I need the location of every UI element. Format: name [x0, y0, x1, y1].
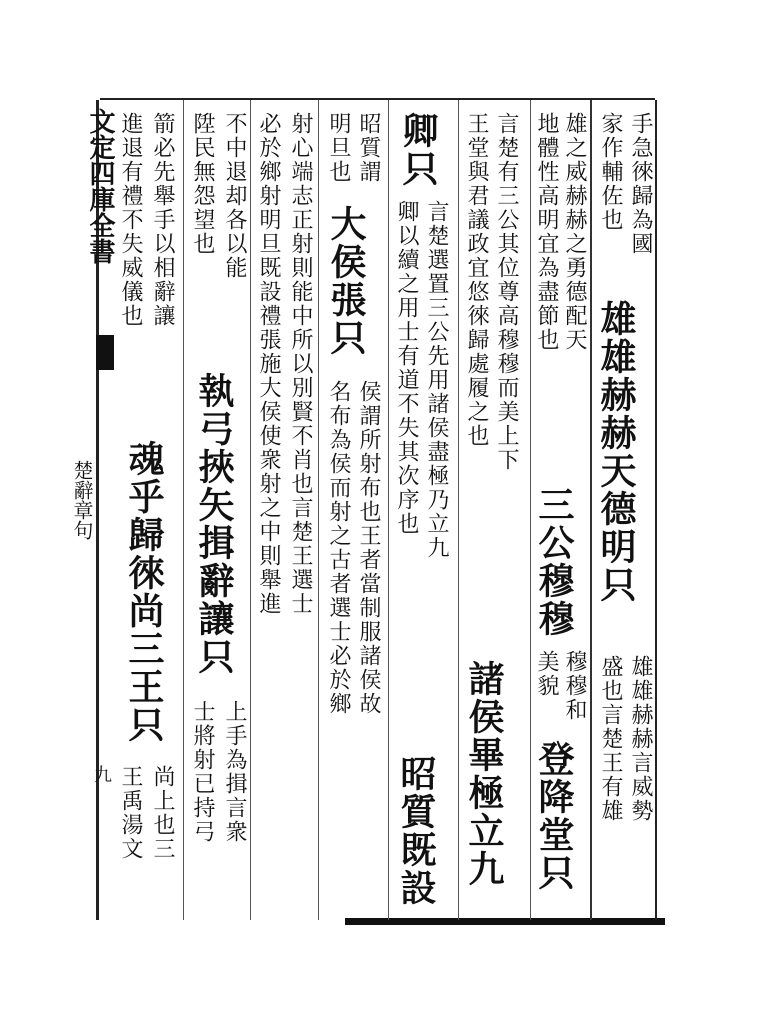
main-text: 昭質既設 — [395, 755, 437, 907]
commentary-line: 美貌 — [534, 650, 559, 698]
column-divider — [318, 100, 319, 920]
column-divider — [458, 100, 459, 920]
main-text: 卿只 — [397, 112, 439, 188]
commentary-line: 昭質謂 — [356, 112, 381, 184]
commentary-line: 不中退却各以能 — [222, 112, 247, 280]
main-text: 登降堂只 — [533, 740, 575, 892]
commentary-line: 手急徠歸為國 — [628, 112, 653, 256]
column-divider — [250, 100, 251, 920]
commentary-line: 射心端志正射則能中所以別賢不肖也言楚王選士 — [288, 112, 313, 616]
commentary-line: 進退有禮不失威儀也 — [118, 112, 143, 328]
main-text: 雄雄赫赫天德明只 — [595, 300, 637, 604]
commentary-line: 家作輔佐也 — [598, 112, 623, 232]
book-title: 楚辭章句 — [70, 460, 94, 540]
top-margin-text: 文定四庫全書 — [85, 108, 115, 264]
commentary-line: 言楚選置三公先用諸侯盡極乃立九 — [424, 200, 449, 560]
main-text: 諸侯畢極立九 — [463, 660, 505, 888]
main-text: 魂乎歸徠尚三王只 — [123, 440, 165, 744]
commentary-line: 雄之威赫赫之勇德配天 — [562, 112, 587, 352]
commentary-line: 雄雄赫赫言威勢 — [628, 655, 653, 823]
main-text: 執弓挾矢揖辭讓只 — [193, 372, 235, 676]
column-divider — [388, 100, 389, 920]
commentary-line: 言楚有三公其位尊高穆穆而美上下 — [494, 112, 519, 472]
page-number: 九 — [91, 765, 112, 783]
commentary-line: 明旦也 — [326, 112, 351, 184]
bottom-border-rule — [345, 918, 665, 925]
commentary-line: 尚上也三 — [150, 765, 175, 861]
column-divider — [183, 100, 184, 920]
commentary-line: 王堂與君議政宜悠徠歸處履之也 — [464, 112, 489, 448]
commentary-line: 穆穆和 — [562, 650, 587, 722]
commentary-line: 陞民無怨望也 — [190, 112, 215, 256]
commentary-line: 必於鄉射明旦既設禮張施大侯使衆射之中則舉進 — [256, 112, 281, 616]
commentary-line: 地體性高明宜為盡節也 — [534, 112, 559, 352]
commentary-line: 上手為揖言衆 — [222, 700, 247, 844]
commentary-line: 箭必先舉手以相辭讓 — [150, 112, 175, 328]
commentary-line: 王禹湯文 — [118, 765, 143, 861]
commentary-line: 侯謂所射布也王者當制服諸侯故 — [356, 380, 381, 716]
column-divider — [530, 100, 531, 920]
main-text: 大侯張只 — [325, 205, 367, 357]
right-gutter-rule — [590, 100, 592, 920]
fish-tail-mark — [96, 335, 114, 370]
commentary-line: 士將射已持弓 — [190, 700, 215, 844]
commentary-line: 卿以續之用士有道不失其次序也 — [394, 200, 419, 536]
commentary-line: 盛也言楚王有雄 — [598, 655, 623, 823]
main-text: 三公穆穆 — [533, 486, 575, 638]
commentary-line: 名布為侯而射之古者選士必於鄉 — [326, 380, 351, 716]
right-border-rule — [655, 100, 657, 920]
